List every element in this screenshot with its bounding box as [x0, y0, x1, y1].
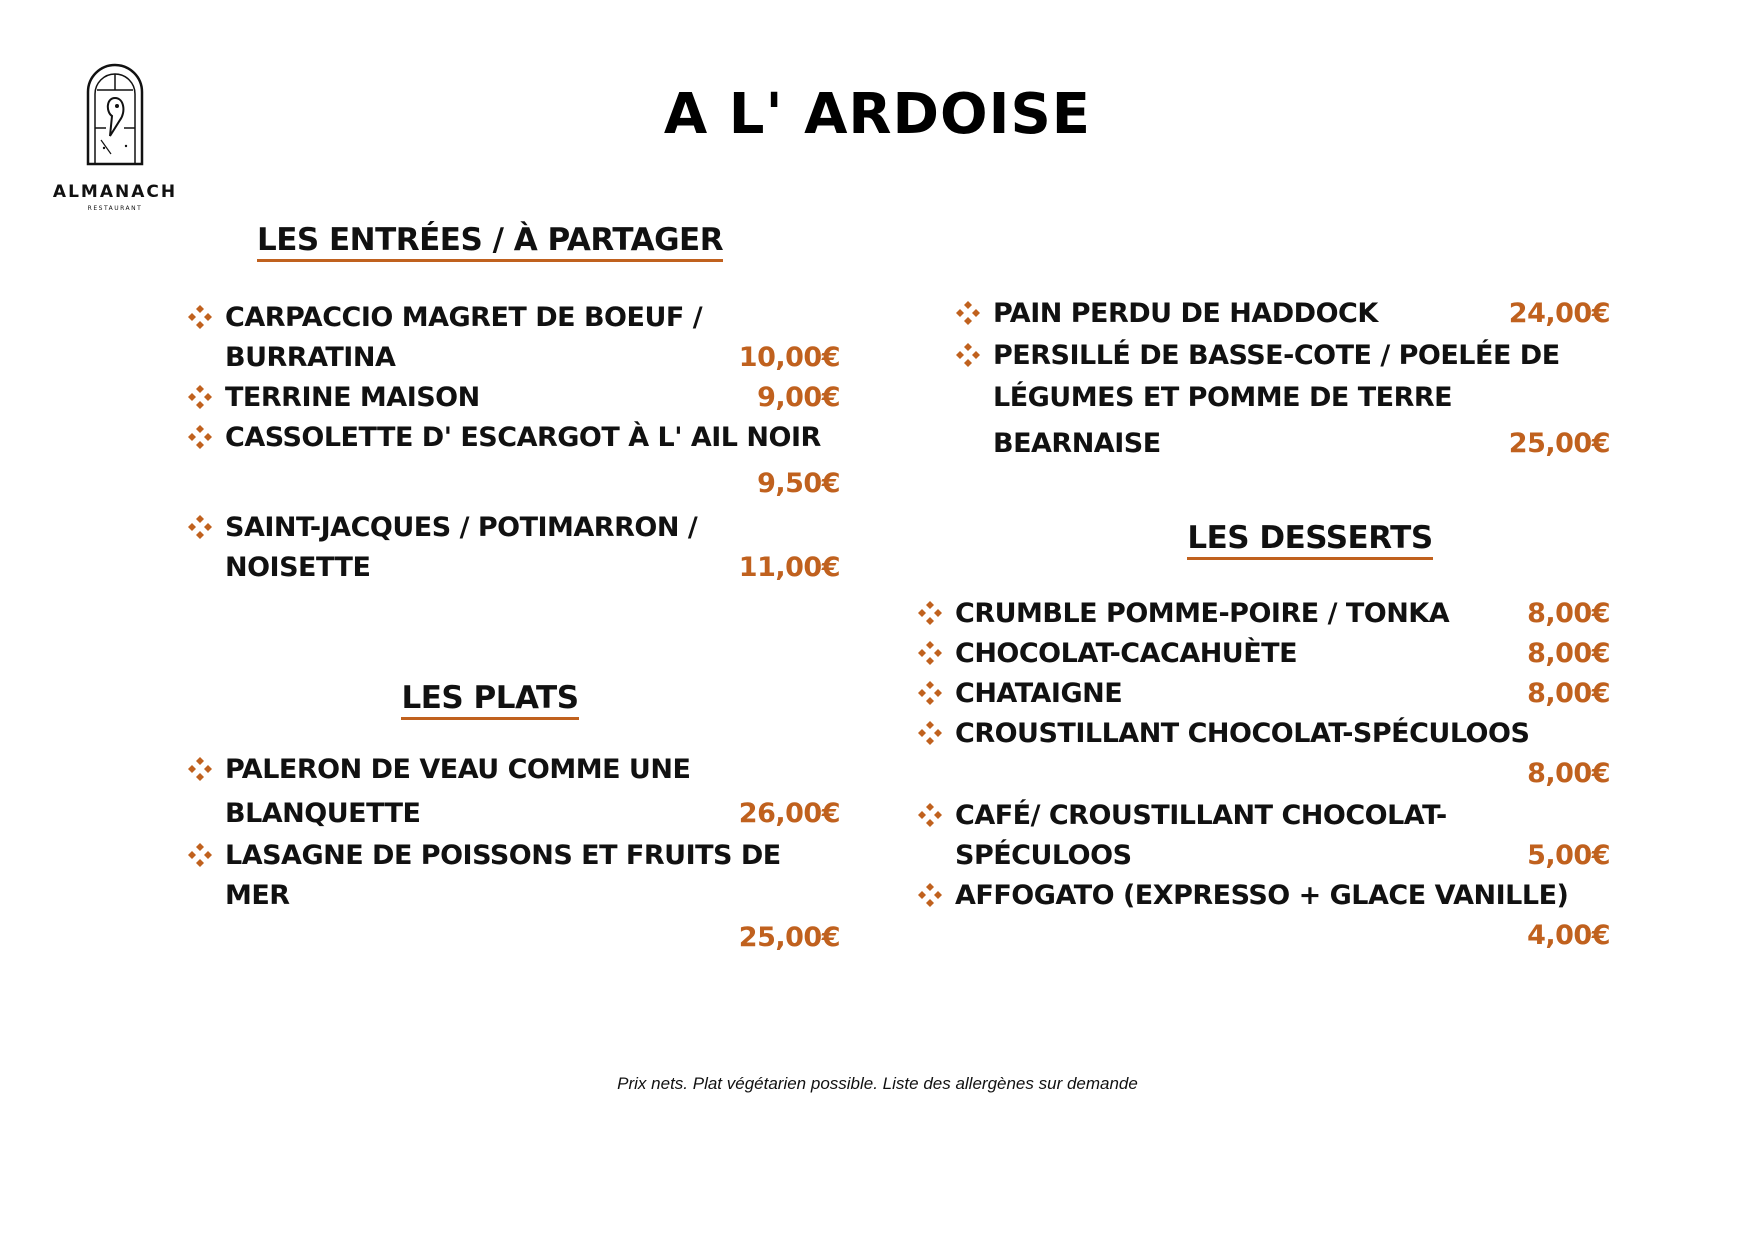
diamond-bullet-icon: [955, 300, 981, 326]
menu-item: [993, 336, 1610, 464]
page-title: A L' ARDOISE: [663, 82, 1092, 147]
section-title-plats: LES PLATS: [240, 678, 740, 718]
diamond-bullet-icon: [187, 384, 213, 410]
diamond-bullet-icon: [917, 680, 943, 706]
entrees-list: [225, 298, 840, 588]
diamond-bullet-icon: [187, 756, 213, 782]
menu-item: [955, 634, 1610, 674]
section-title-entrees: LES ENTRÉES / À PARTAGER: [240, 220, 740, 260]
item-price: 4,00€: [1527, 920, 1610, 951]
item-price: 8,00€: [1527, 758, 1610, 789]
logo-name: ALMANACH: [52, 182, 178, 202]
logo-subtitle: RESTAURANT: [87, 205, 143, 212]
diamond-bullet-icon: [917, 600, 943, 626]
menu-item: [955, 714, 1610, 794]
diamond-bullet-icon: [917, 640, 943, 666]
menu-item: [225, 418, 840, 504]
item-name: PALERON DE VEAU COMME UNE: [225, 754, 691, 785]
diamond-bullet-icon: [917, 882, 943, 908]
menu-item: [993, 294, 1610, 334]
menu-item: [225, 298, 840, 378]
item-name: SAINT-JACQUES / POTIMARRON /: [225, 512, 698, 543]
diamond-bullet-icon: [187, 304, 213, 330]
item-name: CHATAIGNE: [955, 678, 1123, 709]
item-price: 8,00€: [1527, 598, 1610, 629]
menu-item: [225, 378, 840, 418]
diamond-bullet-icon: [917, 720, 943, 746]
item-name: PAIN PERDU DE HADDOCK: [993, 298, 1378, 329]
item-name: CRUMBLE POMME-POIRE / TONKA: [955, 598, 1450, 629]
item-name: CAFÉ/ CROUSTILLANT CHOCOLAT-: [955, 800, 1447, 831]
item-name: NOISETTE: [225, 552, 371, 583]
item-price: 26,00€: [738, 798, 840, 829]
item-price: 9,50€: [757, 468, 840, 499]
desserts-list: [955, 594, 1610, 956]
item-price: 25,00€: [1508, 428, 1610, 459]
plats-list-left: [225, 750, 840, 958]
item-name: LASAGNE DE POISSONS ET FRUITS DE MER: [225, 840, 781, 911]
item-name: BLANQUETTE: [225, 798, 421, 829]
item-price: 8,00€: [1527, 678, 1610, 709]
menu-item: [225, 508, 840, 588]
diamond-bullet-icon: [187, 842, 213, 868]
item-price: 10,00€: [738, 342, 840, 373]
item-name: AFFOGATO (EXPRESSO + GLACE VANILLE): [955, 880, 1569, 911]
item-name: BEARNAISE: [993, 428, 1161, 459]
menu-item: [225, 836, 840, 958]
menu-item: [955, 876, 1610, 956]
diamond-bullet-icon: [187, 514, 213, 540]
item-price: 9,00€: [757, 382, 840, 413]
diamond-bullet-icon: [955, 342, 981, 368]
menu-item: [955, 796, 1610, 876]
item-name: LÉGUMES ET POMME DE TERRE: [993, 382, 1453, 413]
item-name: TERRINE MAISON: [225, 382, 480, 413]
item-price: 24,00€: [1508, 298, 1610, 329]
item-name: CHOCOLAT-CACAHUÈTE: [955, 638, 1298, 669]
item-name: SPÉCULOOS: [955, 840, 1132, 871]
item-price: 8,00€: [1527, 638, 1610, 669]
diamond-bullet-icon: [917, 802, 943, 828]
item-name: CASSOLETTE D' ESCARGOT À L' AIL NOIR: [225, 422, 821, 453]
section-title-desserts: LES DESSERTS: [1060, 518, 1560, 558]
diamond-bullet-icon: [187, 424, 213, 450]
item-name: BURRATINA: [225, 342, 396, 373]
item-name: PERSILLÉ DE BASSE-COTE / POELÉE DE: [993, 340, 1560, 371]
menu-item: [225, 750, 840, 834]
menu-item: [955, 594, 1610, 634]
item-name: CARPACCIO MAGRET DE BOEUF /: [225, 302, 703, 333]
item-price: 25,00€: [738, 922, 840, 953]
menu-item: [955, 674, 1610, 714]
footnote: Prix nets. Plat végétarien possible. Liste des allergènes sur demande: [617, 1074, 1138, 1093]
plats-list-right: [993, 294, 1610, 464]
item-name: CROUSTILLANT CHOCOLAT-SPÉCULOOS: [955, 718, 1530, 749]
item-price: 5,00€: [1527, 840, 1610, 871]
item-price: 11,00€: [738, 552, 840, 583]
